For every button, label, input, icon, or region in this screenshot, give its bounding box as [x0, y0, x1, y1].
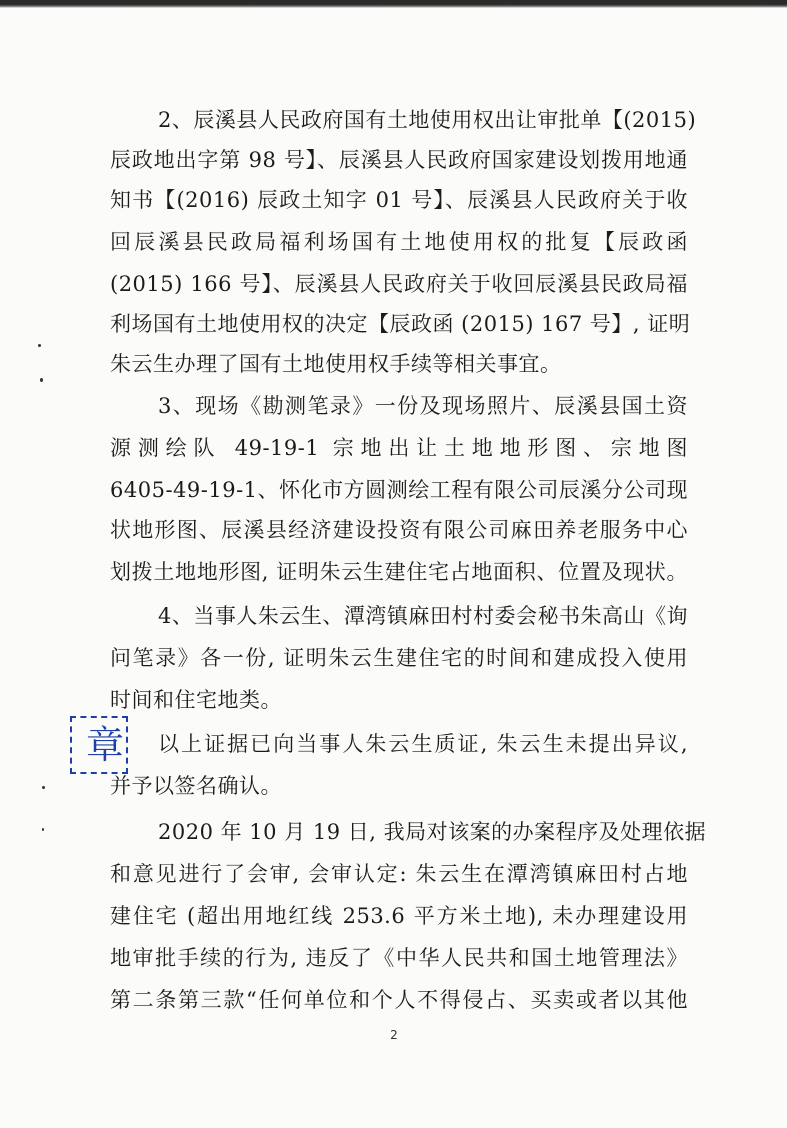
- paragraph-5-line-4: 地审批手续的行为, 违反了《中华人民共和国土地管理法》: [110, 946, 688, 970]
- scan-speck: [38, 344, 41, 347]
- paragraph-2-line-2: 源测绘队 49-19-1 宗地出让土地地形图、宗地图: [110, 436, 688, 460]
- paragraph-2-line-3: 6405-49-19-1、怀化市方圆测绘工程有限公司辰溪分公司现: [110, 478, 688, 502]
- paragraph-1-line-2: 辰政地出字第 98 号】、辰溪县人民政府国家建设划拨用地通: [110, 148, 688, 172]
- scan-speck: [42, 828, 44, 831]
- paragraph-5-line-1: 2020 年 10 月 19 日, 我局对该案的办案程序及处理依据: [158, 820, 707, 844]
- paragraph-1-line-4: 回辰溪县民政局福利场国有土地使用权的批复【辰政函: [110, 230, 688, 254]
- scan-speck: [40, 378, 43, 382]
- paragraph-2-line-1: 3、现场《勘测笔录》一份及现场照片、辰溪县国土资: [158, 394, 688, 418]
- paragraph-1-line-5: (2015) 166 号】、辰溪县人民政府关于收回辰溪县民政局福: [110, 272, 688, 296]
- paragraph-1-line-1: 2、辰溪县人民政府国有土地使用权出让审批单【(2015): [158, 108, 697, 132]
- paragraph-3-line-3: 时间和住宅地类。: [110, 688, 282, 712]
- page-number: 2: [390, 1028, 398, 1042]
- paragraph-5-line-2: 和意见进行了会审, 会审认定: 朱云生在潭湾镇麻田村占地: [110, 862, 688, 886]
- paragraph-5-line-5: 第二条第三款“任何单位和个人不得侵占、买卖或者以其他: [110, 988, 688, 1012]
- paragraph-1-line-7: 朱云生办理了国有土地使用权手续等相关事宜。: [110, 352, 562, 376]
- paragraph-2-line-5: 划拨土地地形图, 证明朱云生建住宅占地面积、位置及现状。: [110, 560, 688, 584]
- paragraph-1-line-3: 知书【(2016) 辰政土知字 01 号】、辰溪县人民政府关于收: [110, 188, 688, 212]
- paragraph-4-line-2: 并予以签名确认。: [110, 774, 282, 798]
- scan-speck: [42, 786, 45, 789]
- paragraph-1-line-6: 利场国有土地使用权的决定【辰政函 (2015) 167 号】, 证明: [110, 312, 691, 336]
- paragraph-3-line-2: 问笔录》各一份, 证明朱云生建住宅的时间和建成投入使用: [110, 646, 688, 670]
- paragraph-2-line-4: 状地形图、辰溪县经济建设投资有限公司麻田养老服务中心: [110, 518, 688, 542]
- paragraph-5-line-3: 建住宅 (超出用地红线 253.6 平方米土地), 未办理建设用: [110, 904, 688, 928]
- paragraph-3-line-1: 4、当事人朱云生、潭湾镇麻田村村委会秘书朱高山《询: [158, 604, 688, 628]
- paragraph-4-line-1: 以上证据已向当事人朱云生质证, 朱云生未提出异议,: [158, 732, 688, 756]
- seal-stamp-char: 章: [85, 723, 124, 767]
